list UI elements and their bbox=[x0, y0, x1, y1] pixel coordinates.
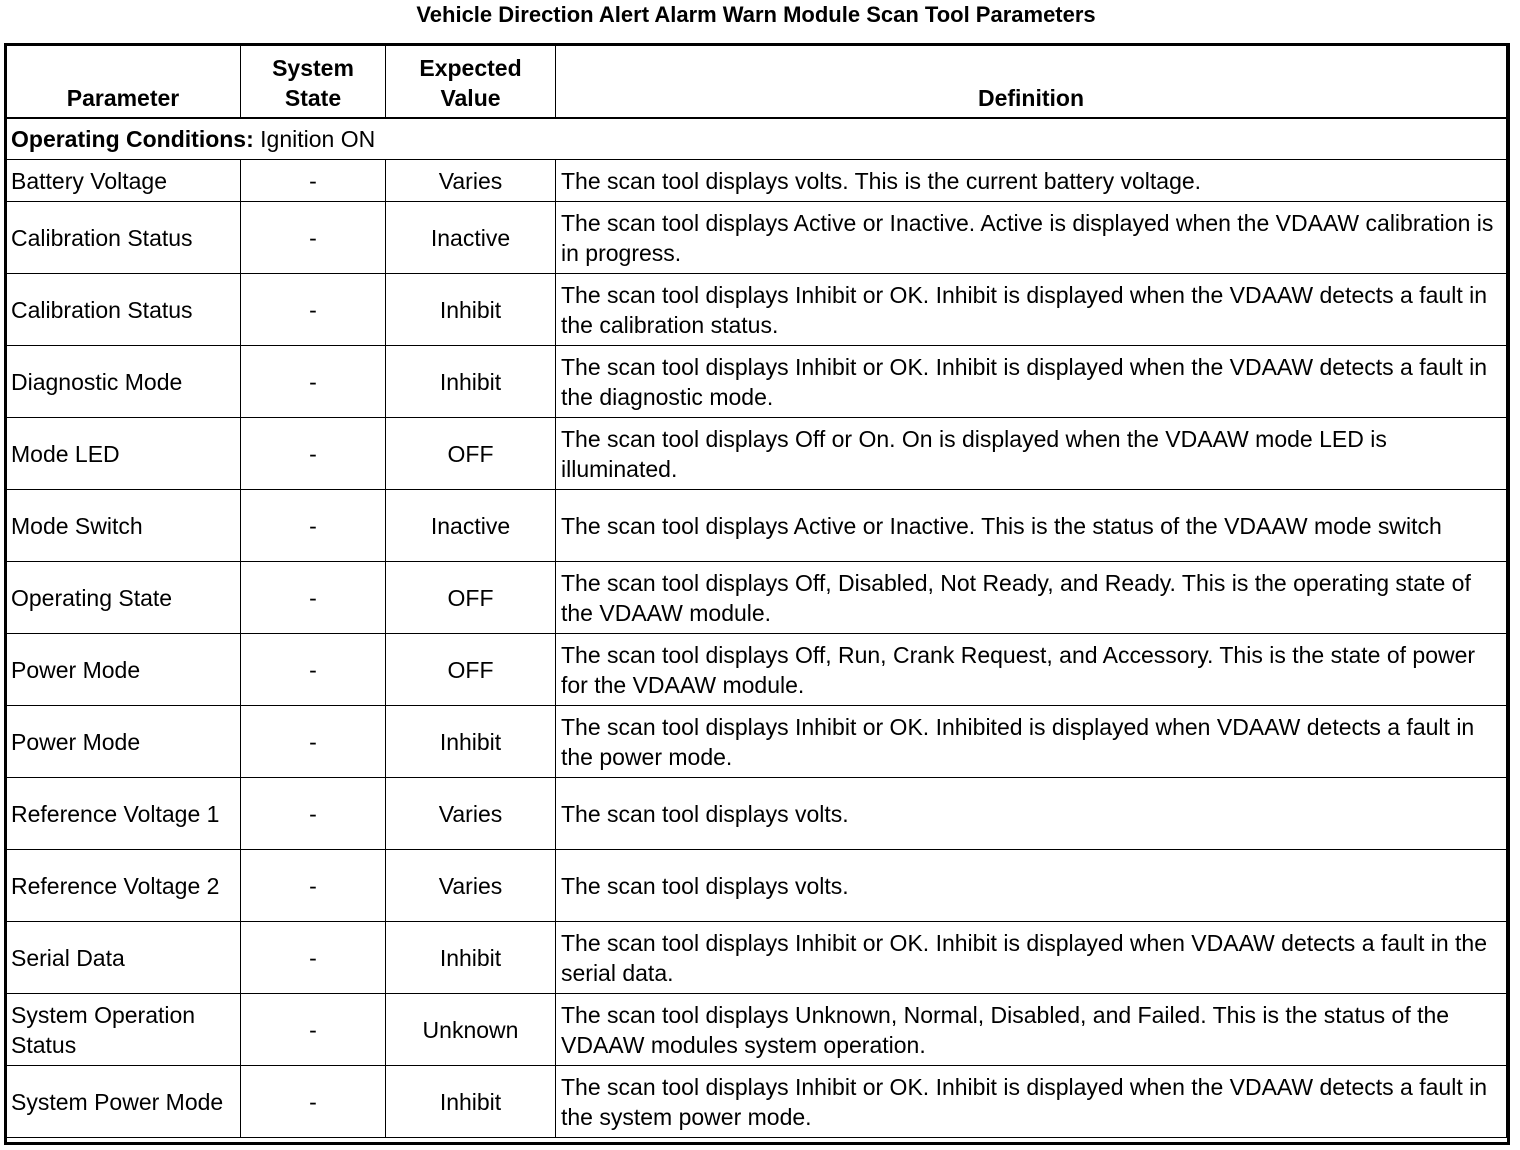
expected-value-cell: Inactive bbox=[386, 202, 556, 274]
header-system-state-line2: State bbox=[284, 85, 342, 111]
definition-cell: The scan tool displays Off, Disabled, Not Ready, and Ready. This is the operating state of the VDAAW module. bbox=[556, 562, 1507, 634]
definition-cell: The scan tool displays Off, Run, Crank Request, and Accessory. This is the state of power for the VDAAW module. bbox=[556, 634, 1507, 706]
table-row bbox=[6, 634, 1507, 706]
definition-cell: The scan tool displays Inhibit or OK. Inhibit is displayed when the VDAAW detects a fault in the system power mode. bbox=[556, 1066, 1507, 1138]
definition-cell: The scan tool displays Unknown, Normal, Disabled, and Failed. This is the status of the VDAAW modules system operation. bbox=[556, 994, 1507, 1066]
system-state-cell: - bbox=[241, 850, 386, 922]
expected-value-cell: Inhibit bbox=[386, 346, 556, 418]
table-row bbox=[6, 1066, 1507, 1138]
system-state-cell: - bbox=[241, 994, 386, 1066]
parameter-cell: System Power Mode bbox=[6, 1066, 241, 1138]
table-row bbox=[6, 778, 1507, 850]
definition-cell: The scan tool displays Inhibit or OK. Inhibit is displayed when VDAAW detects a fault in the serial data. bbox=[556, 922, 1507, 994]
system-state-cell: - bbox=[241, 418, 386, 490]
parameter-cell: Mode LED bbox=[6, 418, 241, 490]
table-row bbox=[6, 160, 1507, 202]
operating-conditions-value: Ignition ON bbox=[253, 126, 376, 152]
table-row bbox=[6, 346, 1507, 418]
header-expected-value-line1: Expected bbox=[419, 55, 522, 81]
header-parameter: Parameter bbox=[6, 45, 241, 119]
system-state-cell: - bbox=[241, 160, 386, 202]
definition-cell: The scan tool displays volts. bbox=[556, 850, 1507, 922]
operating-conditions-label: Operating Conditions: bbox=[11, 126, 254, 152]
table-row bbox=[6, 490, 1507, 562]
definition-cell: The scan tool displays Active or Inactive. Active is displayed when the VDAAW calibration is in progress. bbox=[556, 202, 1507, 274]
page-title: Vehicle Direction Alert Alarm Warn Module Scan Tool Parameters bbox=[416, 2, 1096, 27]
operating-conditions-row bbox=[6, 118, 1507, 160]
table-row bbox=[6, 202, 1507, 274]
header-expected-value-line2: Value bbox=[440, 85, 501, 111]
expected-value-cell: Varies bbox=[386, 160, 556, 202]
definition-cell: The scan tool displays Active or Inactive. This is the status of the VDAAW mode switch bbox=[556, 490, 1507, 562]
expected-value-cell: Varies bbox=[386, 850, 556, 922]
parameter-cell: Reference Voltage 2 bbox=[6, 850, 241, 922]
expected-value-cell: Inhibit bbox=[386, 274, 556, 346]
parameters-table bbox=[5, 44, 1507, 1138]
operating-conditions-cell bbox=[6, 118, 1507, 160]
system-state-cell: - bbox=[241, 490, 386, 562]
system-state-cell: - bbox=[241, 922, 386, 994]
expected-value-cell: Inhibit bbox=[386, 1066, 556, 1138]
definition-cell: The scan tool displays Inhibit or OK. Inhibit is displayed when the VDAAW detects a fault in the diagnostic mode. bbox=[556, 346, 1507, 418]
expected-value-cell: OFF bbox=[386, 418, 556, 490]
parameter-cell: Calibration Status bbox=[6, 274, 241, 346]
parameter-cell: Power Mode bbox=[6, 706, 241, 778]
system-state-cell: - bbox=[241, 1066, 386, 1138]
expected-value-cell: OFF bbox=[386, 562, 556, 634]
definition-cell: The scan tool displays volts. bbox=[556, 778, 1507, 850]
expected-value-cell: Inhibit bbox=[386, 706, 556, 778]
expected-value-cell: Inhibit bbox=[386, 922, 556, 994]
parameter-cell: System Operation Status bbox=[6, 994, 241, 1066]
header-system-state bbox=[241, 45, 386, 119]
table-row bbox=[6, 850, 1507, 922]
parameter-cell: Serial Data bbox=[6, 922, 241, 994]
system-state-cell: - bbox=[241, 706, 386, 778]
table-row bbox=[6, 418, 1507, 490]
header-system-state-line1: System bbox=[272, 55, 354, 81]
system-state-cell: - bbox=[241, 634, 386, 706]
definition-cell: The scan tool displays Inhibit or OK. Inhibit is displayed when the VDAAW detects a fault in the calibration status. bbox=[556, 274, 1507, 346]
table-row bbox=[6, 994, 1507, 1066]
parameter-cell: Power Mode bbox=[6, 634, 241, 706]
definition-cell: The scan tool displays volts. This is the current battery voltage. bbox=[556, 160, 1507, 202]
header-expected-value bbox=[386, 45, 556, 119]
expected-value-cell: OFF bbox=[386, 634, 556, 706]
table-header-row bbox=[6, 45, 1507, 119]
expected-value-cell: Inactive bbox=[386, 490, 556, 562]
parameter-cell: Reference Voltage 1 bbox=[6, 778, 241, 850]
system-state-cell: - bbox=[241, 778, 386, 850]
system-state-cell: - bbox=[241, 274, 386, 346]
parameter-cell: Mode Switch bbox=[6, 490, 241, 562]
parameter-cell: Diagnostic Mode bbox=[6, 346, 241, 418]
table-row bbox=[6, 706, 1507, 778]
system-state-cell: - bbox=[241, 202, 386, 274]
parameter-cell: Battery Voltage bbox=[6, 160, 241, 202]
table-row bbox=[6, 274, 1507, 346]
expected-value-cell: Unknown bbox=[386, 994, 556, 1066]
parameter-cell: Operating State bbox=[6, 562, 241, 634]
header-definition: Definition bbox=[556, 45, 1507, 119]
table-row bbox=[6, 922, 1507, 994]
expected-value-cell: Varies bbox=[386, 778, 556, 850]
system-state-cell: - bbox=[241, 562, 386, 634]
definition-cell: The scan tool displays Inhibit or OK. Inhibited is displayed when VDAAW detects a fault in the power mode. bbox=[556, 706, 1507, 778]
system-state-cell: - bbox=[241, 346, 386, 418]
table-row bbox=[6, 562, 1507, 634]
parameter-cell: Calibration Status bbox=[6, 202, 241, 274]
definition-cell: The scan tool displays Off or On. On is displayed when the VDAAW mode LED is illuminated. bbox=[556, 418, 1507, 490]
